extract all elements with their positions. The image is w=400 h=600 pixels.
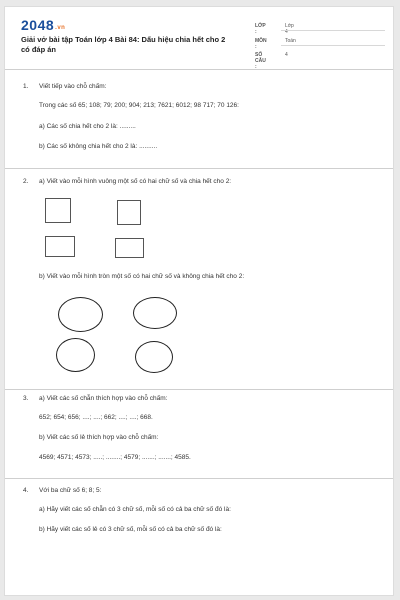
question-4-line: a) Hãy viết các số chẵn có 3 chữ số, mỗi số có cả ba chữ số đó là: [39, 506, 231, 513]
answer-circle[interactable] [135, 341, 173, 373]
section-divider [5, 168, 393, 169]
logo-text: 2048 [21, 17, 55, 33]
answer-square[interactable] [117, 200, 141, 225]
section-divider [5, 478, 393, 479]
logo-tld: .vn [55, 25, 66, 31]
section-divider [5, 389, 393, 390]
site-logo[interactable] [21, 17, 65, 33]
question-2-part-b: b) Viết vào mỗi hình tròn một số có hai chữ số và không chia hết cho 2: [39, 273, 245, 280]
question-4-number: 4. [23, 487, 29, 494]
meta-class-label: LỚP : [255, 23, 266, 35]
worksheet-page [4, 6, 394, 596]
question-1-line: Trong các số 65; 108; 79; 200; 904; 213; 7621; 6012; 98 717; 70 126: [39, 102, 239, 109]
question-1-number: 1. [23, 83, 29, 90]
meta-count-value: 4 [285, 52, 288, 58]
answer-square[interactable] [115, 238, 144, 258]
question-2-prompt: a) Viết vào mỗi hình vuông một số có hai chữ số và chia hết cho 2: [39, 178, 232, 185]
question-1-prompt: Viết tiếp vào chỗ chấm: [39, 83, 107, 90]
meta-divider [281, 45, 385, 46]
question-3-line: 4569; 4571; 4573; .....; ........; 4579; .......; .......; 4585. [39, 454, 191, 461]
worksheet-header [5, 7, 393, 70]
page-title: Giải vở bài tập Toán lớp 4 Bài 84: Dấu hiệu chia hết cho 2 có đáp án [21, 35, 226, 54]
answer-circle[interactable] [56, 338, 95, 372]
question-4-prompt: Với ba chữ số 6; 8; 5: [39, 487, 102, 494]
question-4-line: b) Hãy viết các số lẻ có 3 chữ số, mỗi số có cả ba chữ số đó là: [39, 526, 222, 533]
question-1-line: a) Các số chia hết cho 2 là: ......... [39, 123, 136, 130]
question-1-line: b) Các số không chia hết cho 2 là: .......... [39, 143, 158, 150]
meta-count-label: SỐ CÂU : [255, 52, 266, 70]
question-3-number: 3. [23, 395, 29, 402]
meta-class-value: Lớp 4 [285, 23, 294, 35]
answer-circle[interactable] [58, 297, 103, 332]
question-3-line: b) Viết các số lẻ thích hợp vào chỗ chấm: [39, 434, 159, 441]
meta-subject-label: MÔN : [255, 38, 267, 50]
meta-subject-value: Toán [285, 38, 296, 44]
answer-circle[interactable] [133, 297, 177, 329]
answer-square[interactable] [45, 236, 75, 257]
question-3-prompt: a) Viết các số chẵn thích hợp vào chỗ chấm: [39, 395, 168, 402]
meta-divider [281, 30, 385, 31]
answer-square[interactable] [45, 198, 71, 223]
question-2-number: 2. [23, 178, 29, 185]
question-3-line: 652; 654; 656; ....; ....; 662; ....; ....; 668. [39, 414, 153, 421]
